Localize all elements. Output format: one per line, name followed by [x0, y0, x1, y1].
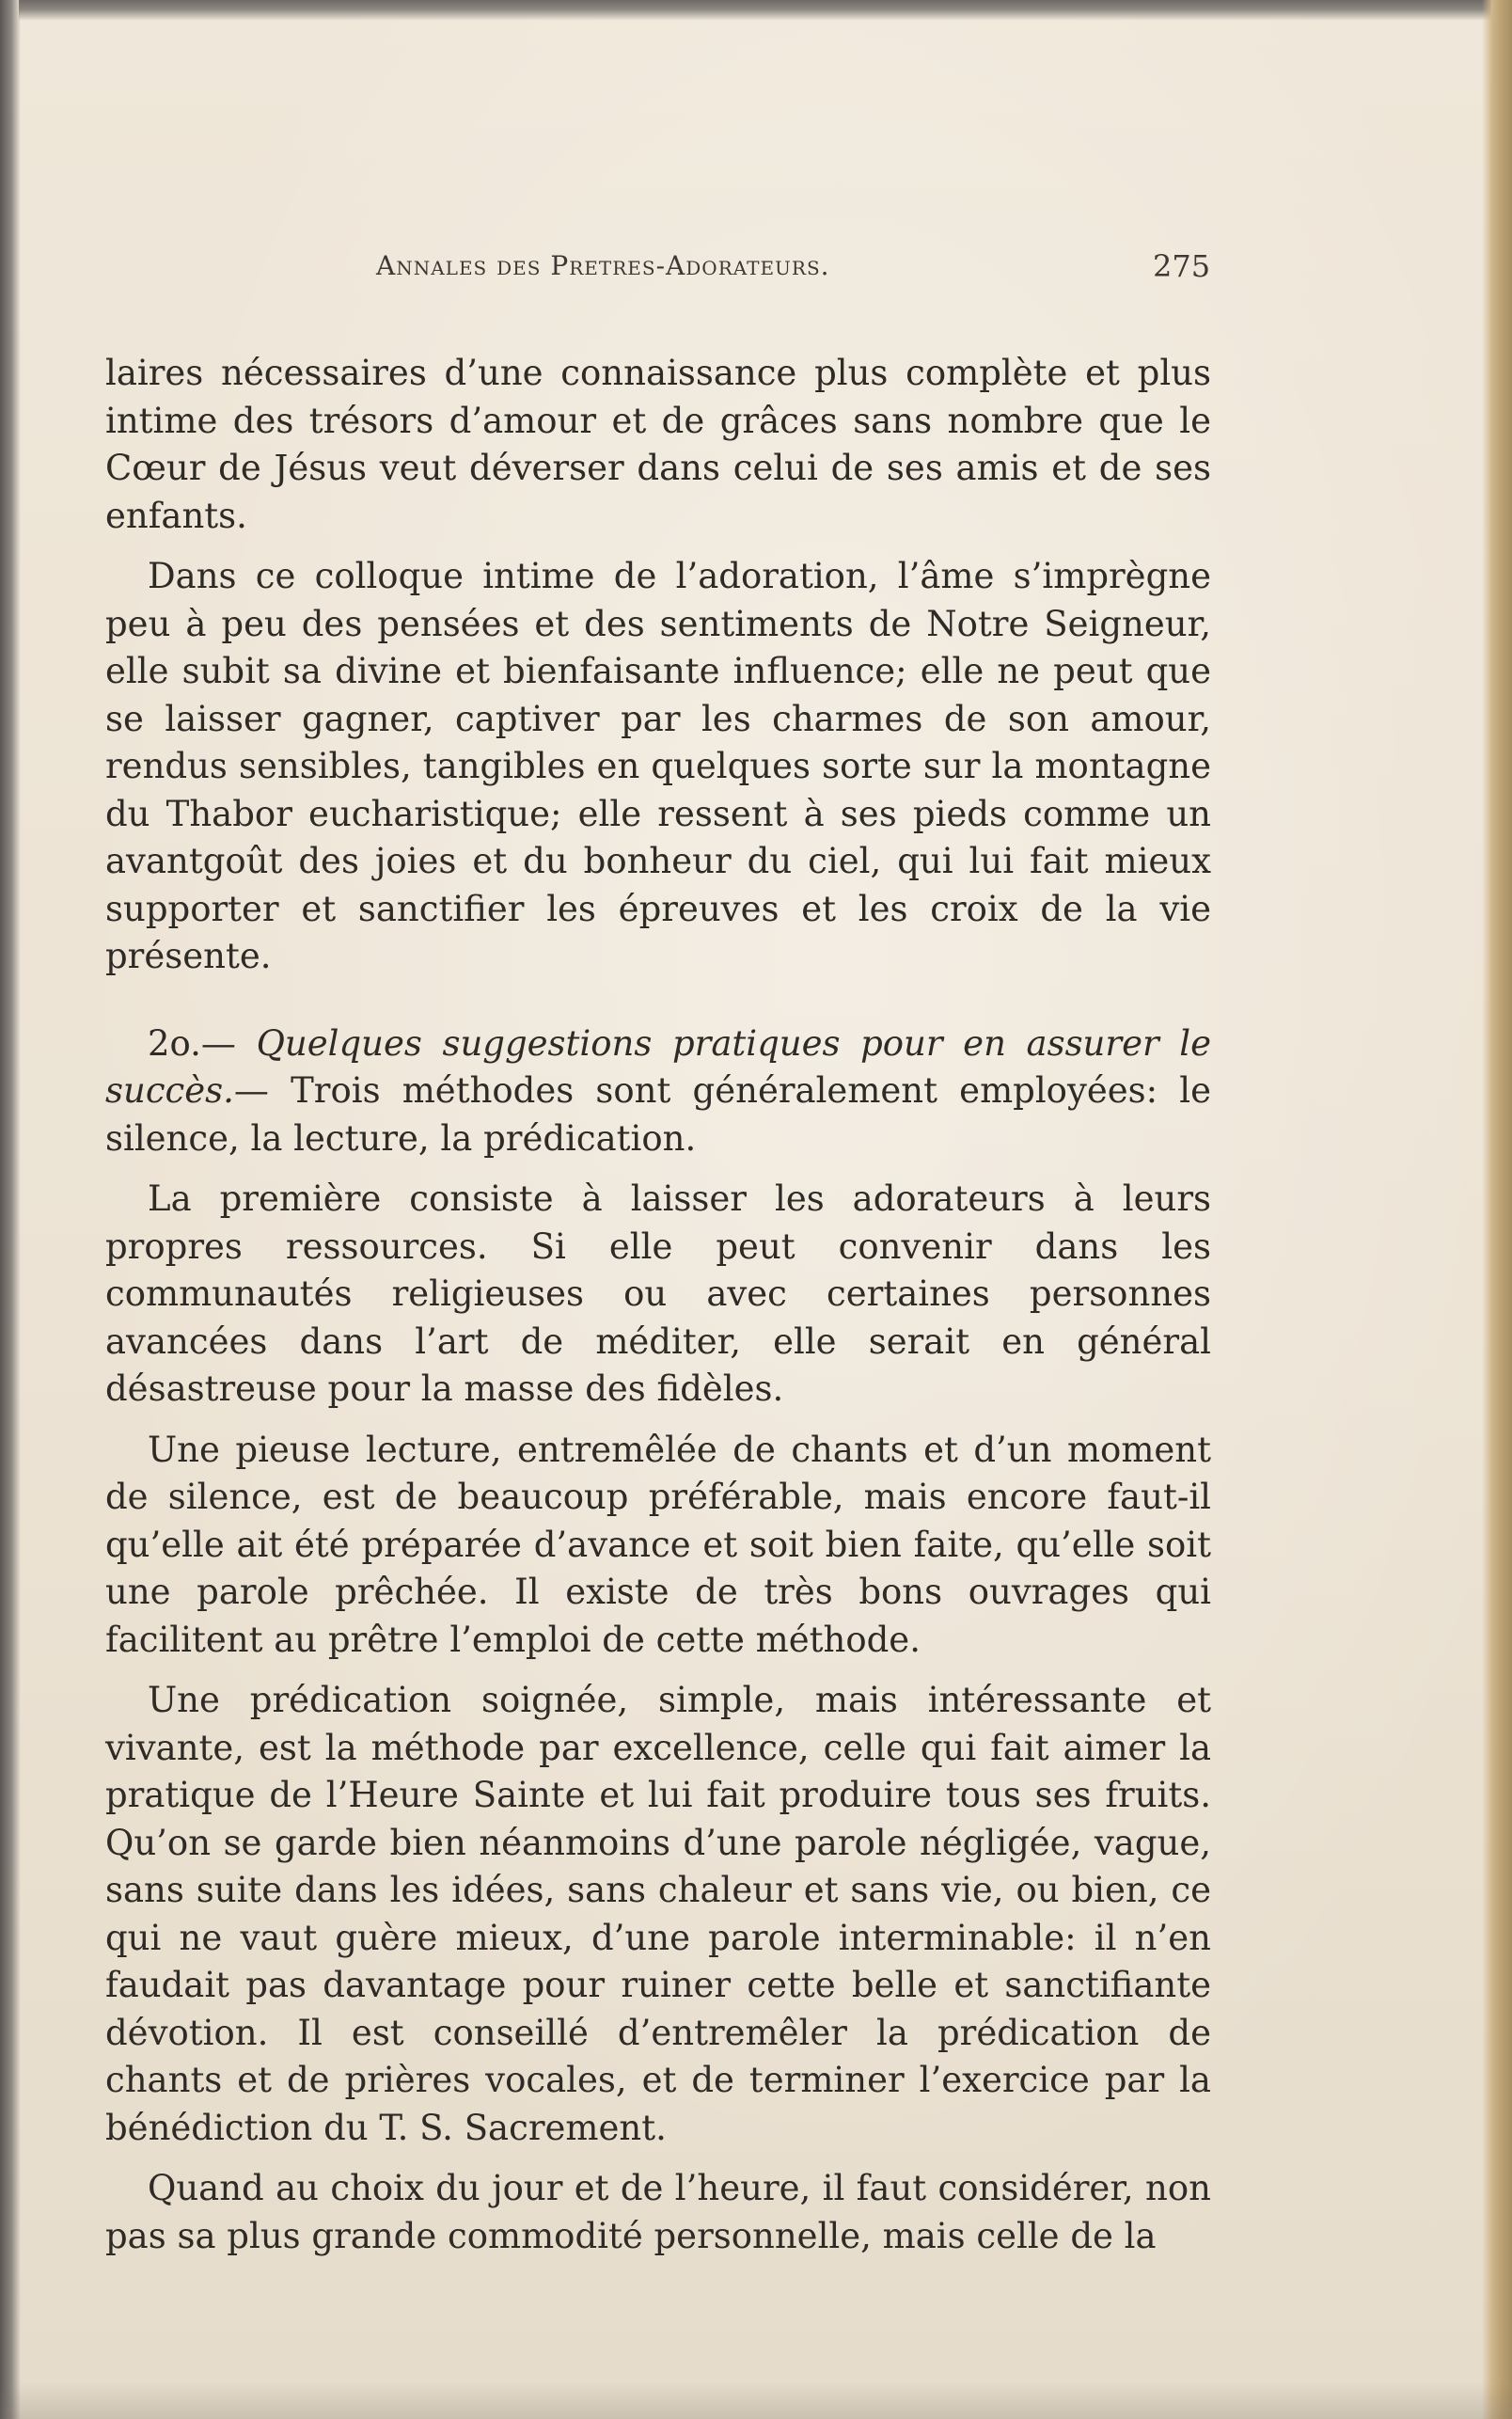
section-dash: — [233, 1070, 269, 1111]
page-top-edge-shadow [19, 0, 1491, 21]
paragraph-1: laires nécessaires d’une connaissance plus complète et plus intime des trésors d’amour et de grâces sans nombre que le Cœur de Jésus veut déverser dans celui de ses amis et de ses enfants. [105, 353, 1211, 536]
page-bottom-shadow [0, 2381, 1512, 2419]
section-heading: Quelques suggestions pratiques pour en assurer le succès. [105, 1022, 1212, 1111]
page-right-edge [1482, 0, 1512, 2419]
paragraph-2: Dans ce colloque intime de l’adoration, l’âme s’imprègne peu à peu des pensées et des sentiments de Notre Seigneur, elle subit sa divine et bienfaisante influence; elle ne peut que se laisser gagner, captiver par les charmes de son amour, rendus sensibles, tangibles en quelques sorte sur la montagne du Thabor eucharistique; elle ressent à ses pieds comme un avantgoût des joies et du bonheur du ciel, qui lui fait mieux supporter et sanctifier les épreuves et les croix de la vie présente. [105, 556, 1211, 976]
section-number: 2o.— [148, 1022, 236, 1064]
running-head: Annales des Pretres-Adorateurs. [376, 250, 830, 281]
paragraph-5: Une pieuse lecture, entremêlée de chants et d’un moment de silence, est de beaucoup préférable, mais encore faut-il qu’elle ait été préparée d’avance et soit bien faite, qu’elle soit une parole prêchée. Il existe de très bons ouvrages qui facilitent au prêtre l’emploi de cette méthode. [105, 1429, 1211, 1660]
body-text [105, 350, 1211, 2273]
paragraph-6: Une prédication soignée, simple, mais intéressante et vivante, est la méthode par excellence, celle qui fait aimer la pratique de l’Heure Sainte et lui fait produire tous ses fruits. Qu’on se garde bien néanmoins d’une parole négligée, vague, sans suite dans les idées, sans chaleur et sans vie, ou bien, ce qui ne vaut guère mieux, d’une parole interminable: il n’en faudait pas davantage pour ruiner cette belle et sanctifiante dévotion. Il est conseillé d’entremêler la prédication de chants et de prières vocales, et de terminer l’exercice par la bénédiction du T. S. Sacrement. [105, 1680, 1211, 2148]
paragraph-4: La première consiste à laisser les adorateurs à leurs propres ressources. Si elle peut convenir dans les communautés religieuses ou avec certaines personnes avancées dans l’art de méditer, elle serait en général désastreuse pour la masse des fidèles. [105, 1178, 1211, 1409]
paragraph-7: Quand au choix du jour et de l’heure, il faut considérer, non pas sa plus grande commodité personnelle, mais celle de la [105, 2168, 1211, 2256]
page-number: 275 [1153, 248, 1211, 284]
page-left-edge-shadow [0, 0, 21, 2419]
section-text: Trois méthodes sont généralement employées: le silence, la lecture, la prédication. [105, 1070, 1211, 1159]
paragraph-3 [105, 1020, 1211, 1163]
